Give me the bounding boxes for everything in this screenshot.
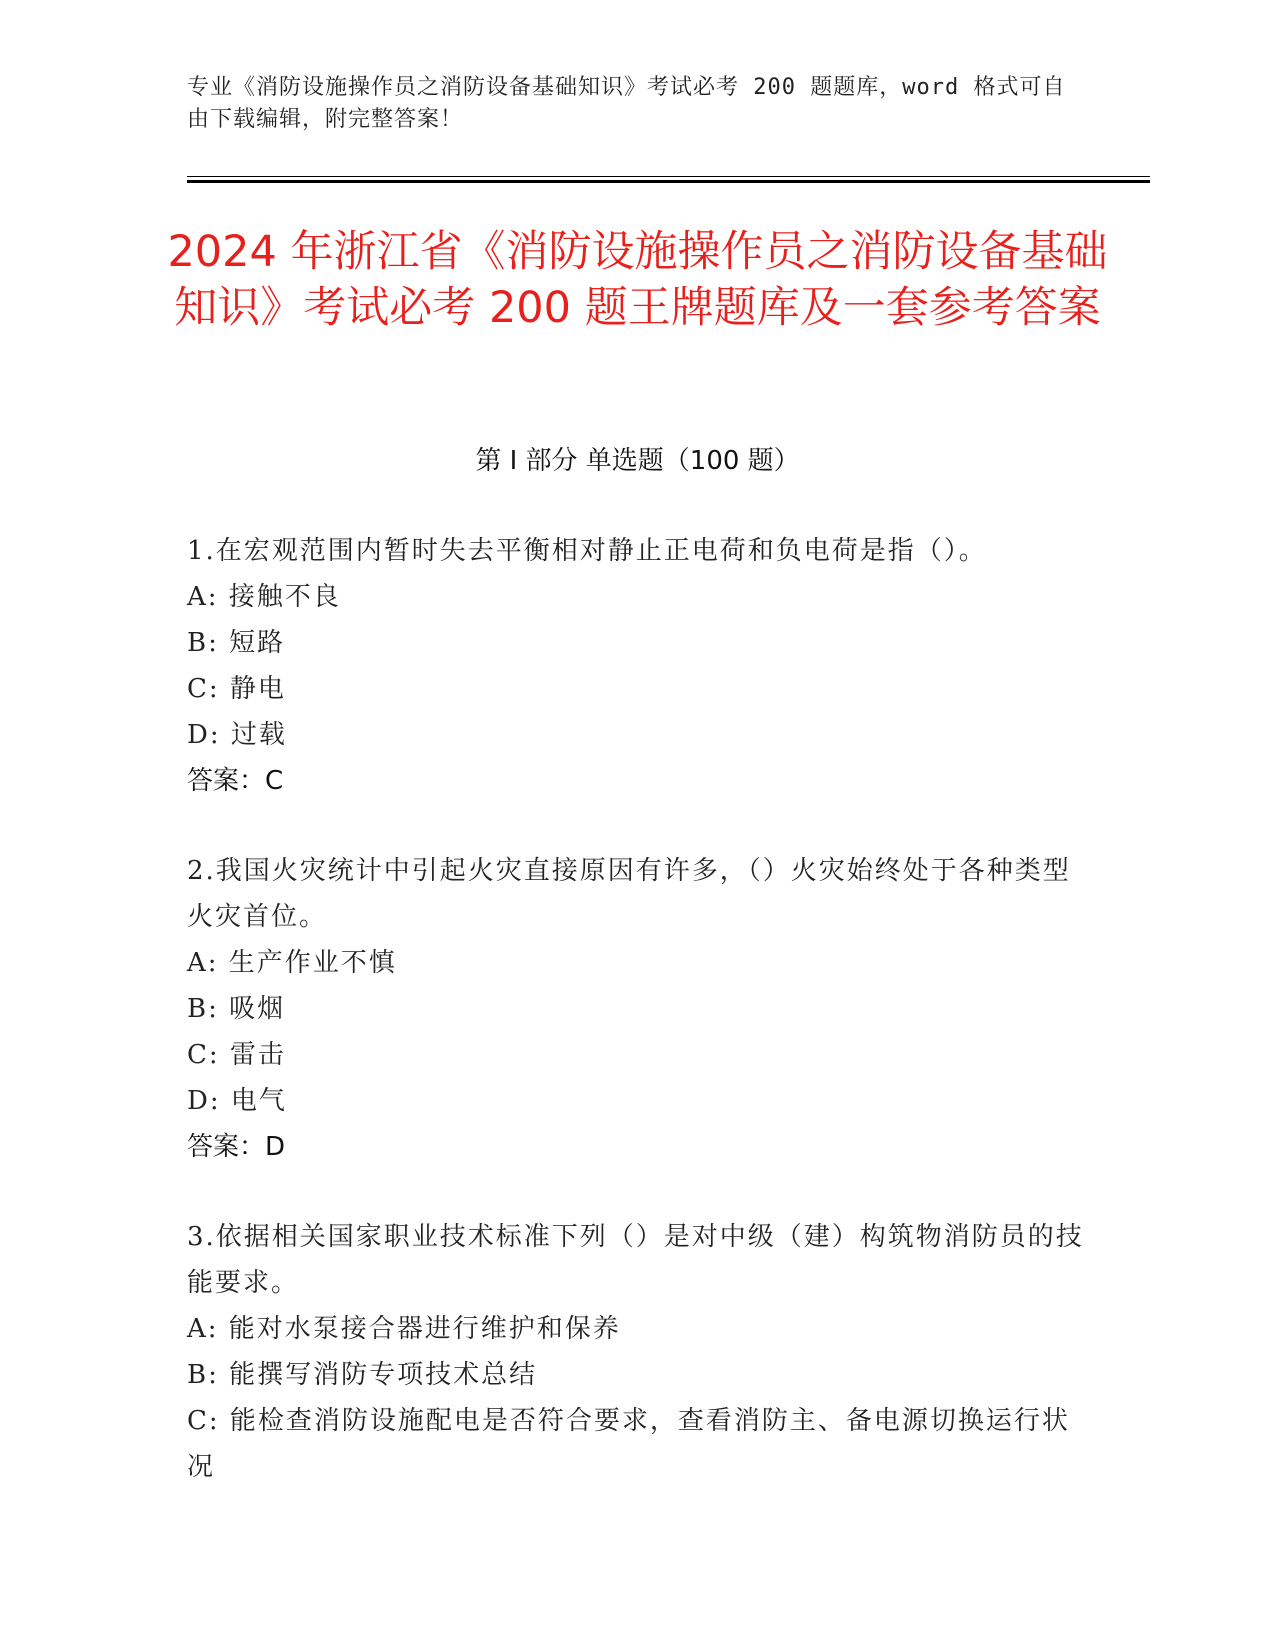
option-c: C: 雷击 <box>187 1040 286 1070</box>
option-b: B: 能撰写消防专项技术总结 <box>187 1360 538 1390</box>
header-note: 专业《消防设施操作员之消防设备基础知识》考试必考 200 题题库，word 格式可自由下载编辑，附完整答案！ <box>187 75 1066 132</box>
question-stem: 3.依据相关国家职业技术标准下列（）是对中级（建）构筑物消防员的技能要求。 <box>187 1222 1084 1298</box>
option-a: A: 生产作业不慎 <box>187 948 397 978</box>
question-2 <box>187 848 1087 1170</box>
answer: 答案：D <box>187 1132 286 1162</box>
option-c: C: 能检查消防设施配电是否符合要求，查看消防主、备电源切换运行状况 <box>187 1406 1070 1482</box>
option-d: D: 电气 <box>187 1086 287 1116</box>
question-stem: 2.我国火灾统计中引起火灾直接原因有许多，（）火灾始终处于各种类型火灾首位。 <box>187 856 1071 932</box>
question-stem: 1.在宏观范围内暂时失去平衡相对静止正电荷和负电荷是指（）。 <box>187 536 987 566</box>
option-d: D: 过载 <box>187 720 287 750</box>
option-b: B: 短路 <box>187 628 286 658</box>
document-title: 2024 年浙江省《消防设施操作员之消防设备基础知识》考试必考 200 题王牌题库及一套参考答案 <box>167 227 1108 333</box>
question-1 <box>187 528 1087 804</box>
option-a: A: 能对水泵接合器进行维护和保养 <box>187 1314 621 1344</box>
question-list <box>187 528 1087 1534</box>
option-c: C: 静电 <box>187 674 286 704</box>
option-a: A: 接触不良 <box>187 582 341 612</box>
option-b: B: 吸烟 <box>187 994 286 1024</box>
header-rule-thin <box>187 176 1150 177</box>
question-3 <box>187 1214 1087 1490</box>
section-title: 第 I 部分 单选题（100 题） <box>475 446 800 476</box>
header-rule-thick <box>187 180 1150 183</box>
answer: 答案：C <box>187 766 284 796</box>
